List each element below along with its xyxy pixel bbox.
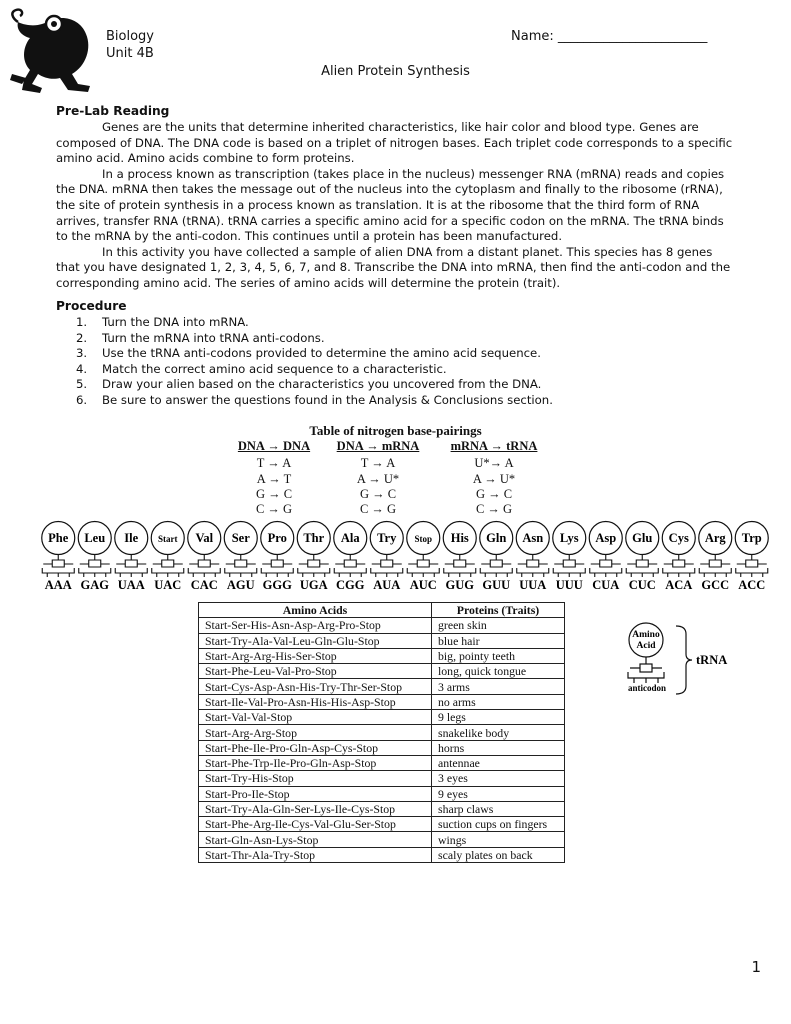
amino-acid-label: Asn — [522, 531, 544, 545]
amino-acid-label: Stop — [414, 534, 433, 544]
anticodon-label: GAG — [80, 578, 109, 592]
anticodon-label: GUG — [445, 578, 474, 592]
procedure-list — [56, 315, 553, 408]
legend-acid-label: Acid — [636, 641, 656, 651]
anticodon-label: AUC — [409, 578, 437, 592]
table-row — [199, 771, 565, 786]
amino-acid-label: Trp — [741, 531, 762, 545]
amino-acid-sequence-cell: Start-Phe-Leu-Val-Pro-Stop — [199, 664, 432, 679]
trait-cell: antennae — [432, 755, 565, 770]
course-label: Biology — [106, 29, 154, 44]
trna-body — [371, 555, 403, 578]
trna-body — [225, 555, 257, 578]
anticodon-label: UUA — [519, 578, 547, 592]
traits-table — [198, 602, 565, 863]
legend-trna-label: tRNA — [696, 653, 728, 667]
amino-acid-sequence-cell: Start-Thr-Ala-Try-Stop — [199, 847, 432, 862]
trait-cell: wings — [432, 832, 565, 847]
trait-cell: scaly plates on back — [432, 847, 565, 862]
trna-molecule — [735, 522, 768, 593]
table-row — [199, 847, 565, 862]
anticodon-label: GUU — [482, 578, 511, 592]
amino-acid-label: Ala — [340, 531, 360, 545]
amino-acid-circle — [629, 623, 663, 657]
amino-acid-sequence-cell: Start-Ile-Val-Pro-Asn-His-His-Asp-Stop — [199, 694, 432, 709]
amino-acid-label: Pro — [267, 531, 287, 545]
trna-molecule — [662, 522, 695, 593]
table-row — [199, 679, 565, 694]
trait-cell: long, quick tongue — [432, 664, 565, 679]
amino-acid-label: Val — [195, 531, 214, 545]
trna-body — [444, 555, 476, 578]
amino-acid-sequence-cell: Start-Try-Ala-Gln-Ser-Lys-Ile-Cys-Stop — [199, 801, 432, 816]
table-row — [199, 801, 565, 816]
page-title: Alien Protein Synthesis — [321, 64, 470, 79]
amino-acid-label: Start — [158, 534, 178, 544]
trna-molecule — [297, 522, 330, 593]
anticodon-label: UGA — [299, 578, 328, 592]
prelab-paragraph: In a process known as transcription (takes place in the nucleus) messenger RNA (mRNA) reads and copies the DNA. mRNA then takes the message out of the nucleus into the cytoplasm and finally to the ribosome (rRNA), the site of protein synthesis in a process known as translation. It is at the ribosome that the third form of RNA arrives, transfer RNA (tRNA). tRNA carries a specific amino acid for a specific codon on the mRNA. The tRNA binds to the mRNA by the anti-codon. This continues until a protein has been manufactured. — [56, 166, 725, 244]
trna-molecule — [480, 522, 513, 593]
amino-acid-label: Ile — [124, 531, 139, 545]
trna-body — [553, 555, 585, 578]
trna-body — [517, 555, 549, 578]
trna-body — [626, 555, 658, 578]
trna-body — [298, 555, 330, 578]
table-row — [199, 664, 565, 679]
trna-body — [663, 555, 695, 578]
column-header-traits: Proteins (Traits) — [432, 603, 565, 618]
trna-molecule — [334, 522, 367, 593]
anticodon-label: AUA — [373, 578, 401, 592]
trna-body — [699, 555, 731, 578]
anticodon-label: CUC — [628, 578, 656, 592]
amino-acid-sequence-cell: Start-Arg-Arg-His-Ser-Stop — [199, 648, 432, 663]
amino-acid-sequence-cell: Start-Phe-Arg-Ile-Cys-Val-Glu-Ser-Stop — [199, 817, 432, 832]
trna-molecule — [224, 522, 257, 593]
anticodon-label: GCC — [701, 578, 730, 592]
table-row — [199, 786, 565, 801]
amino-acid-label: Phe — [48, 531, 69, 545]
trna-body — [115, 555, 147, 578]
trna-molecule — [516, 522, 549, 593]
prelab-heading: Pre-Lab Reading — [56, 104, 170, 118]
legend-trna-shape — [628, 657, 664, 683]
trait-cell: 9 legs — [432, 710, 565, 725]
anticodon-label: GGG — [262, 578, 292, 592]
trait-cell: 3 arms — [432, 679, 565, 694]
amino-acid-label: Ser — [231, 531, 250, 545]
anticodon-label: AAA — [44, 578, 72, 592]
trna-body — [480, 555, 512, 578]
trait-cell: blue hair — [432, 633, 565, 648]
trna-body — [334, 555, 366, 578]
table-row — [199, 648, 565, 663]
amino-acid-sequence-cell: Start-Arg-Arg-Stop — [199, 725, 432, 740]
amino-acid-label: Cys — [668, 531, 689, 545]
trna-body — [79, 555, 111, 578]
trait-cell: 9 eyes — [432, 786, 565, 801]
amino-acid-label: His — [450, 531, 469, 545]
procedure-step: 4. Match the correct amino acid sequence to a characteristic. — [76, 361, 447, 376]
legend-amino-label: Amino — [632, 630, 660, 640]
amino-acid-label: Leu — [84, 531, 106, 545]
trna-body — [152, 555, 184, 578]
anticodon-label: UAC — [154, 578, 182, 592]
trna-molecule — [589, 522, 622, 593]
trna-molecule — [78, 522, 111, 593]
amino-acid-label: Gln — [486, 531, 507, 545]
legend-anticodon-label: anticodon — [627, 683, 667, 693]
anticodon-label: UAA — [117, 578, 145, 592]
trna-body — [407, 555, 439, 578]
prelab-text — [56, 120, 736, 292]
trna-molecule — [151, 522, 184, 593]
table-row — [199, 740, 565, 755]
trait-cell: sharp claws — [432, 801, 565, 816]
trna-body — [261, 555, 293, 578]
amino-acid-label: Arg — [704, 531, 726, 545]
column-header-amino-acids: Amino Acids — [199, 603, 432, 618]
table-row — [199, 817, 565, 832]
anticodon-label: CAC — [190, 578, 218, 592]
table-row — [199, 755, 565, 770]
amino-acid-sequence-cell: Start-Try-His-Stop — [199, 771, 432, 786]
table-row — [199, 710, 565, 725]
trna-molecule — [42, 522, 75, 593]
trna-molecule — [553, 522, 586, 593]
trna-molecule — [407, 522, 440, 593]
trna-molecule — [370, 522, 403, 593]
procedure-heading: Procedure — [56, 299, 127, 313]
amino-acid-sequence-cell: Start-Gln-Asn-Lys-Stop — [199, 832, 432, 847]
legend-bracket — [676, 626, 692, 694]
amino-acid-label: Lys — [559, 531, 579, 545]
trna-legend — [620, 620, 750, 700]
amino-acid-sequence-cell: Start-Ser-His-Asn-Asp-Arg-Pro-Stop — [199, 618, 432, 633]
anticodon-label: CGG — [336, 578, 365, 592]
anticodon-label: ACC — [738, 578, 766, 592]
trna-molecule — [261, 522, 294, 593]
table-row — [199, 725, 565, 740]
page-number: 1 — [751, 958, 761, 976]
pairing-column-dna-mrna: DNA → mRNA T → A A → U* G → C C → G — [336, 439, 420, 517]
amino-acid-label: Asp — [595, 531, 617, 545]
procedure-step: 3. Use the tRNA anti-codons provided to determine the amino acid sequence. — [76, 346, 541, 360]
prelab-paragraph: Genes are the units that determine inherited characteristics, like hair color and blood type. Genes are composed of DNA. The DNA code is based on a triplet of nitrogen bases. Each triplet code corresponds to a specific amino acid. Amino acids combine to form proteins. — [56, 120, 733, 166]
trait-cell: suction cups on fingers — [432, 817, 565, 832]
trna-molecule — [188, 522, 221, 593]
trna-molecule — [626, 522, 659, 593]
amino-acid-label: Thr — [303, 531, 325, 545]
amino-acid-sequence-cell: Start-Pro-Ile-Stop — [199, 786, 432, 801]
table-header-row — [199, 603, 565, 618]
amino-acid-sequence-cell: Start-Phe-Trp-Ile-Pro-Gln-Asp-Stop — [199, 755, 432, 770]
trna-molecule — [443, 522, 476, 593]
procedure-step: 5. Draw your alien based on the characteristics you uncovered from the DNA. — [76, 377, 542, 391]
anticodon-label: AGU — [226, 578, 255, 592]
trait-cell: green skin — [432, 618, 565, 633]
prelab-paragraph: In this activity you have collected a sample of alien DNA from a distant planet. This species has 8 genes that you have designated 1, 2, 3, 4, 5, 6, 7, and 8. Transcribe the DNA into mRNA, then find the anti-codon and the corresponding amino acid. The series of amino acids will determine the protein (trait). — [56, 244, 731, 290]
trna-body — [42, 555, 74, 578]
trait-cell: no arms — [432, 694, 565, 709]
frog-logo-icon — [8, 8, 98, 94]
pairing-column-dna-dna: DNA → DNA T → A A → T G → C C → G — [237, 439, 311, 517]
name-field-label: Name: _______________________ — [511, 29, 708, 44]
amino-acid-sequence-cell: Start-Phe-Ile-Pro-Gln-Asp-Cys-Stop — [199, 740, 432, 755]
amino-acid-sequence-cell: Start-Cys-Asp-Asn-His-Try-Thr-Ser-Stop — [199, 679, 432, 694]
procedure-step: 1. Turn the DNA into mRNA. — [76, 315, 249, 329]
procedure-step: 6. Be sure to answer the questions found in the Analysis & Conclusions section. — [76, 392, 553, 407]
trait-cell: horns — [432, 740, 565, 755]
unit-label: Unit 4B — [106, 46, 154, 61]
procedure-step: 2. Turn the mRNA into tRNA anti-codons. — [76, 330, 325, 345]
table-row — [199, 832, 565, 847]
amino-acid-label: Try — [377, 531, 397, 545]
trna-body — [188, 555, 220, 578]
amino-acid-label: Glu — [632, 531, 653, 545]
table-row — [199, 633, 565, 648]
anticodon-label: CUA — [592, 578, 620, 592]
trna-strip — [40, 516, 770, 594]
table-row — [199, 694, 565, 709]
anticodon-label: UUU — [555, 578, 583, 592]
trna-molecule — [699, 522, 732, 593]
pairings-title: Table of nitrogen base-pairings — [309, 423, 482, 438]
anticodon-label: ACA — [665, 578, 693, 592]
trna-body — [736, 555, 768, 578]
trna-molecule — [115, 522, 148, 593]
trna-body — [590, 555, 622, 578]
trait-cell: big, pointy teeth — [432, 648, 565, 663]
trait-cell: snakelike body — [432, 725, 565, 740]
amino-acid-sequence-cell: Start-Val-Val-Stop — [199, 710, 432, 725]
pairing-column-mrna-trna: mRNA → tRNA U*→ A A → U* G → C C → G — [450, 439, 538, 517]
trait-cell: 3 eyes — [432, 771, 565, 786]
table-row — [199, 618, 565, 633]
amino-acid-sequence-cell: Start-Try-Ala-Val-Leu-Gln-Glu-Stop — [199, 633, 432, 648]
